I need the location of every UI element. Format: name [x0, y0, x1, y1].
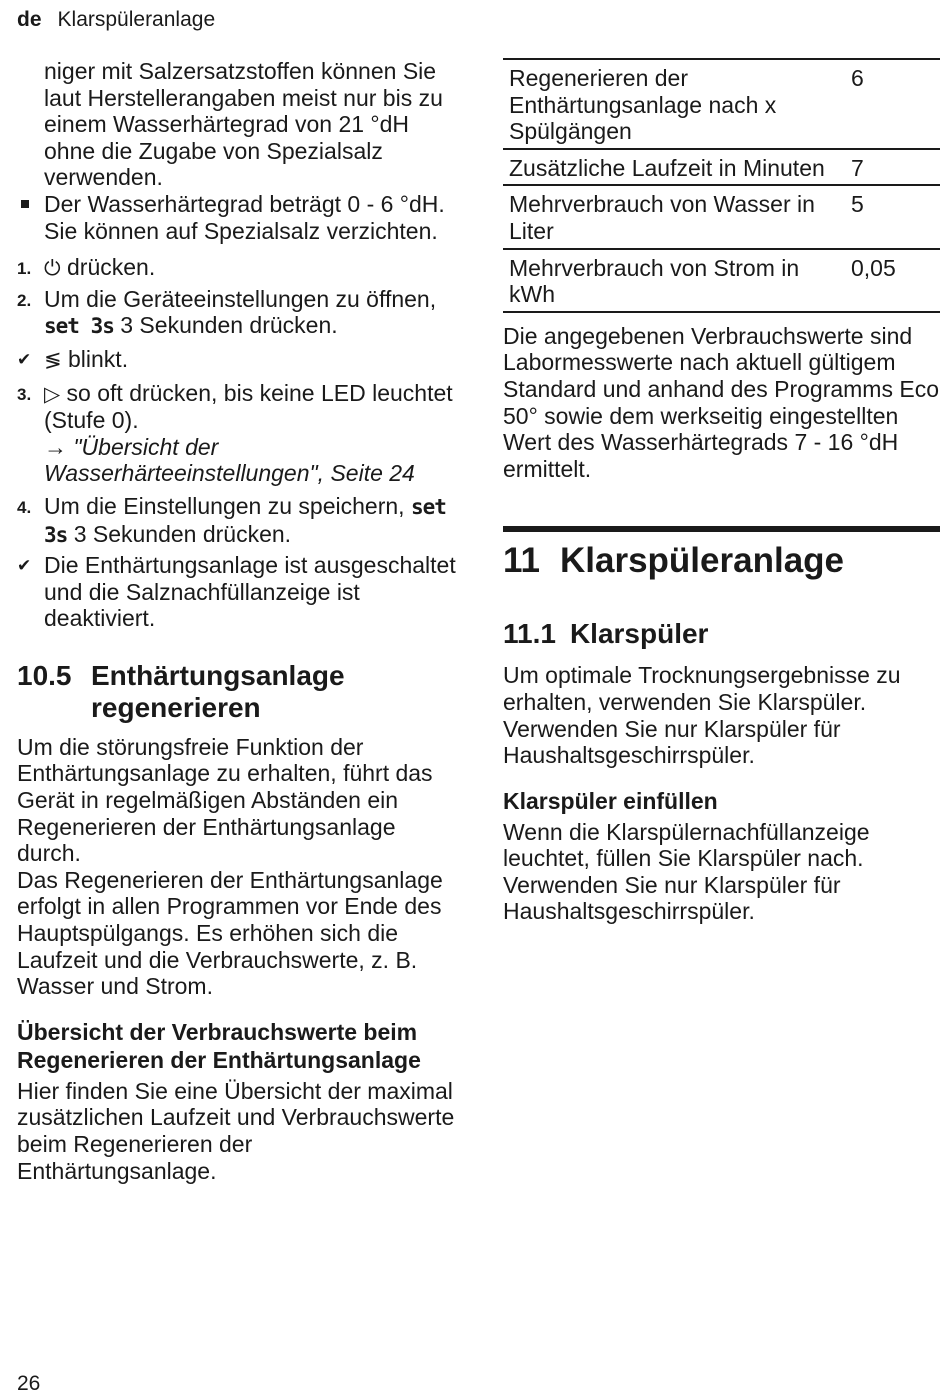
step-text-post: 3 Sekunden drücken. [73, 520, 292, 547]
bullet-text: Der Wasserhärtegrad beträgt 0 - 6 °dH. Sie können auf Spezialsalz verzichten. [44, 190, 445, 244]
section-heading-11-1 [503, 618, 940, 650]
step-1 [17, 254, 457, 282]
bullet-item [17, 191, 457, 244]
step-2 [17, 286, 457, 340]
step-number: 2. [17, 290, 32, 310]
cross-reference[interactable] [17, 434, 457, 487]
sub-heading: Übersicht der Verbrauchswerte beim Regenerieren der Enthärtungsanlage [17, 1018, 421, 1073]
table-row [503, 185, 940, 248]
table-row [503, 59, 940, 149]
table-row [503, 249, 940, 312]
check-icon: ✔ [17, 349, 32, 369]
step-text: so oft drücken, bis keine LED leuchtet (Stufe 0). [44, 379, 453, 434]
step-number: 3. [17, 384, 32, 404]
section-heading-10-5 [17, 660, 457, 724]
power-icon: ⏻ [44, 256, 61, 281]
step-text: drücken. [67, 254, 156, 281]
step-text-pre: Um die Geräteeinstellungen zu öffnen, [44, 285, 437, 312]
chapter-title: Klarspüleranlage [560, 541, 844, 581]
table-cell-value: 7 [845, 149, 940, 186]
link-arrow-icon: → [44, 433, 67, 460]
next-arrow-icon: ▷ [44, 381, 61, 406]
chapter-heading-11 [503, 526, 940, 582]
section-number: 11.1 [503, 618, 556, 650]
result-text: Die Enthärtungsanlage ist ausgeschaltet und die Salznachfüllanzeige ist deaktiviert. [44, 552, 456, 632]
step-number: 1. [17, 259, 32, 279]
cross-reference-text[interactable]: "Übersicht der Wasserhärteeinstellungen", Seite 24 [44, 433, 415, 487]
table-row [503, 149, 940, 186]
paragraph: Verwenden Sie nur Klarspüler für Haushaltsgeschirrspüler. [503, 871, 841, 925]
header-title: Klarspüleranlage [57, 8, 216, 31]
table-cell-label: Mehrverbrauch von Strom in kWh [503, 249, 845, 312]
section-number: 10.5 [17, 659, 72, 691]
result-text: blinkt. [68, 345, 129, 372]
table-cell-value: 5 [845, 185, 940, 248]
right-column [503, 58, 940, 925]
consumption-table [503, 58, 940, 313]
section-title: Klarspüler [569, 618, 709, 650]
page-number: 26 [17, 1372, 41, 1395]
paragraph: Verwenden Sie nur Klarspüler für Haushaltsgeschirrspüler. [503, 715, 841, 769]
step-text-pre: Um die Einstellungen zu speichern, [44, 492, 405, 519]
table-cell-label: Mehrverbrauch von Wasser in Liter [503, 185, 845, 248]
step-3 [17, 380, 457, 434]
table-note: Die angegebenen Verbrauchswerte sind Labormesswerte nach aktuell gültigem Standard und anhand des Programms Eco 50° sowie dem werkseitig eingestellten Wert des Wasserhärtegrads 7 - 16 °dH ermittelt. [503, 322, 939, 482]
left-column [17, 58, 457, 1184]
check-icon: ✔ [17, 556, 32, 576]
language-tag: de [17, 8, 42, 31]
chapter-number: 11 [503, 541, 540, 581]
paragraph: Um die störungsfreie Funktion der Enthärtungsanlage zu erhalten, führt das Gerät in regelmäßigen Abständen ein Regenerieren der Enthärtungsanlage durch. [17, 733, 433, 867]
table-cell-value: 6 [845, 59, 940, 149]
intro-continuation: niger mit Salzersatzstoffen können Sie laut Herstellerangaben meist nur bis zu einem Wasserhärtegrad von 21 °dH ohne die Zugabe von Spezialsalz verwenden. [44, 58, 443, 191]
paragraph: Um optimale Trocknungsergebnisse zu erhalten, verwenden Sie Klarspüler. [503, 662, 901, 715]
water-softener-icon: ≶ [44, 347, 62, 372]
step-text-post: 3 Sekunden drücken. [120, 312, 338, 339]
result-1 [17, 346, 457, 374]
table-cell-label: Regenerieren der Enthärtungsanlage nach x Spülgängen [503, 59, 845, 149]
sub-heading: Klarspüler einfüllen [503, 787, 718, 814]
section-title: Enthärtungsanlage regenerieren [91, 659, 345, 723]
table-cell-label: Zusätzliche Laufzeit in Minuten [503, 149, 845, 186]
step-4 [17, 493, 457, 548]
square-bullet-icon [21, 200, 29, 208]
step-number: 4. [17, 497, 32, 517]
table-cell-value: 0,05 [845, 249, 940, 312]
display-label: set 3s [44, 494, 446, 547]
display-label: set 3s [44, 314, 114, 339]
running-header [17, 8, 215, 32]
paragraph: Wenn die Klarspülernachfüllanzeige leuchtet, füllen Sie Klarspüler nach. [503, 818, 870, 872]
paragraph: Hier finden Sie eine Übersicht der maximal zusätzlichen Laufzeit und Verbrauchswerte beim Regenerieren der Enthärtungsanlage. [17, 1077, 455, 1184]
result-2 [17, 552, 457, 632]
paragraph: Das Regenerieren der Enthärtungsanlage erfolgt in allen Programmen vor Ende des Hauptspülgangs. Es erhöhen sich die Laufzeit und die Verbrauchswerte, z. B. Wasser und Strom. [17, 866, 443, 1000]
